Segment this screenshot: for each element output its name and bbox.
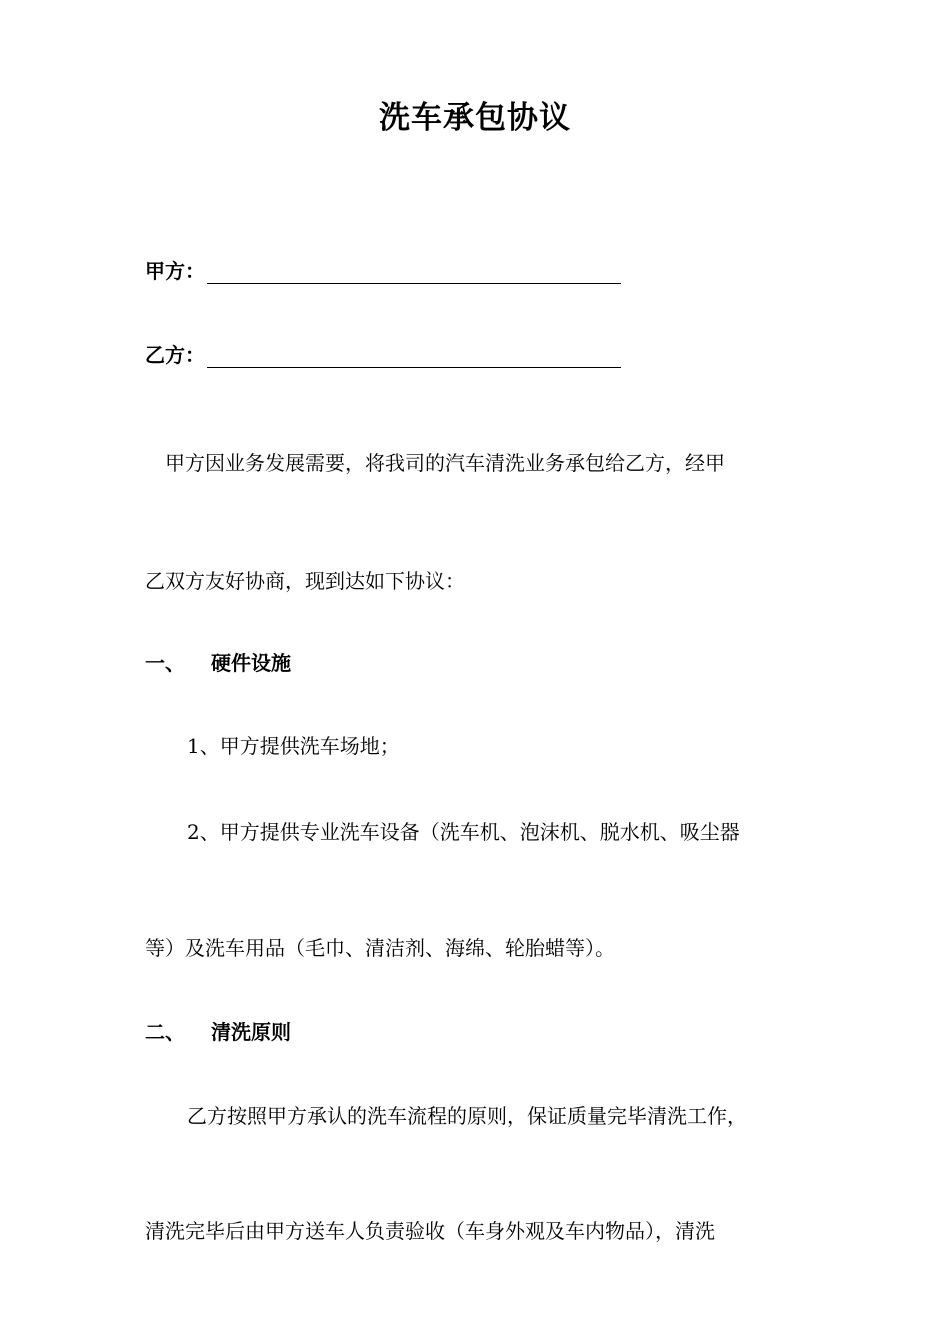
party-b-label: 乙方： xyxy=(145,343,205,367)
section-heading xyxy=(145,647,291,676)
section-title: 硬件设施 xyxy=(211,651,291,675)
section-heading xyxy=(145,1016,291,1045)
party-b-blank xyxy=(207,345,621,368)
intro-line-1: 甲方因业务发展需要，将我司的汽车清洗业务承包给乙方，经甲 xyxy=(165,451,725,475)
intro-line-2: 乙双方友好协商，现到达如下协议： xyxy=(145,569,465,593)
party-b-line xyxy=(145,339,621,368)
section-line: 1、甲方提供洗车场地； xyxy=(187,734,400,758)
party-a-line xyxy=(145,255,621,284)
party-a-blank xyxy=(207,261,621,284)
section-title: 清洗原则 xyxy=(211,1020,291,1044)
section-line: 2、甲方提供专业洗车设备（洗车机、泡沫机、脱水机、吸尘器 xyxy=(187,820,740,844)
party-a-label: 甲方： xyxy=(145,259,205,283)
document-title: 洗车承包协议 xyxy=(379,100,571,136)
section-line: 清洗完毕后由甲方送车人负责验收（车身外观及车内物品），清洗 xyxy=(145,1219,715,1243)
section-line: 乙方按照甲方承认的洗车流程的原则，保证质量完毕清洗工作， xyxy=(187,1104,747,1128)
section-line: 等）及洗车用品（毛巾、清洁剂、海绵、轮胎蜡等）。 xyxy=(145,936,615,960)
section-number: 一、 xyxy=(145,651,185,675)
section-number: 二、 xyxy=(145,1020,185,1044)
